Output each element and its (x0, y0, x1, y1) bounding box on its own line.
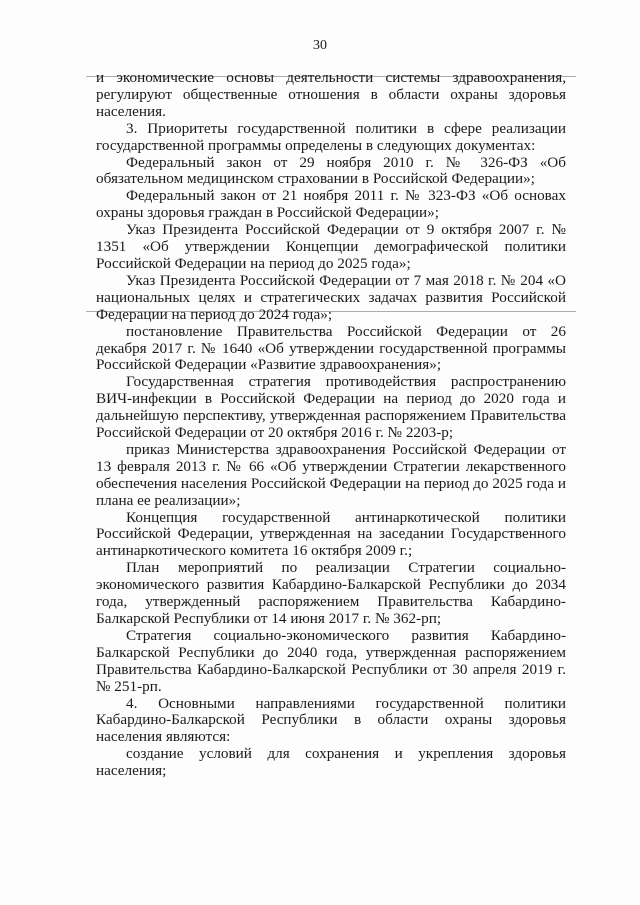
paragraph-strategy-2040: Стратегия социально-экономического развития Кабардино-Балкарской Республики до 2040 года, утвержденная распоряжением Правительства Кабардино-Балкарской Республики от 30 апреля 2019 г. № 251-рп. (96, 626, 566, 695)
paragraph-main-directions: 4. Основными направлениями государственной политики Кабардино-Балкарской Республики в области охраны здоровья населения являются: (96, 694, 566, 746)
paragraph-decree-204: Указ Президента Российской Федерации от 7 мая 2018 г. № 204 «О национальных целях и стратегических задачах развития Российской Федерации на период до 2024 года»; (96, 271, 566, 323)
paragraph-intro-continuation: и экономические основы деятельности системы здравоохранения, регулируют общественные отношения в области охраны здоровья населения. (96, 69, 566, 120)
paragraph-law-326: Федеральный закон от 29 ноября 2010 г. № 326-ФЗ «Об обязательном медицинском страховании в Российской Федерации»; (96, 153, 566, 188)
paragraph-conditions: создание условий для сохранения и укрепления здоровья населения; (96, 745, 566, 780)
document-body (96, 70, 566, 780)
paragraph-antidrug-concept: Концепция государственной антинаркотической политики Российской Федерации, утвержденная на заседании Государственного антинаркотического комитета 16 октября 2009 г.; (96, 508, 566, 560)
paragraph-priorities: 3. Приоритеты государственной политики в сфере реализации государственной программы определены в следующих документах: (96, 119, 566, 154)
paragraph-action-plan-2034: План мероприятий по реализации Стратегии социально-экономического развития Кабардино-Балкарской Республики до 2034 года, утвержденный распоряжением Правительства Кабардино-Балкарской Республики от 14 июня 2017 г. № 362-рп; (96, 559, 566, 627)
page-number: 30 (313, 38, 327, 53)
paragraph-law-323: Федеральный закон от 21 ноября 2011 г. № 323-ФЗ «Об основах охраны здоровья граждан в Российской Федерации»; (96, 187, 566, 222)
paragraph-order-66: приказ Министерства здравоохранения Российской Федерации от 13 февраля 2013 г. № 66 «Об утверждении Стратегии лекарственного обеспечения населения Российской Федерации на период до 2025 года и плана ее реализации»; (96, 440, 566, 509)
paragraph-resolution-1640: постановление Правительства Российской Федерации от 26 декабря 2017 г. № 1640 «Об утверждении государственной программы Российской Федерации «Развитие здравоохранения»; (96, 322, 566, 374)
paragraph-hiv-strategy: Государственная стратегия противодействия распространению ВИЧ-инфекции в Российской Федерации на период до 2020 года и дальнейшую перспективу, утвержденная распоряжением Правительства Российской Федерации от 20 октября 2016 г. № 2203-р; (96, 373, 566, 442)
paragraph-decree-1351: Указ Президента Российской Федерации от 9 октября 2007 г. № 1351 «Об утверждении Концепции демографической политики Российской Федерации на период до 2025 года»; (96, 221, 566, 272)
